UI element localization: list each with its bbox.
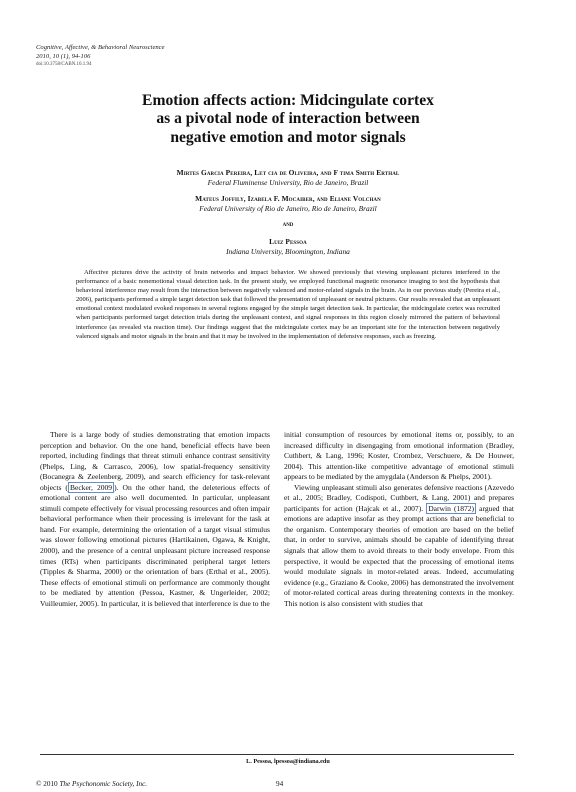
author-group-2: Mateus Joffily, Izabela F. Mocaiber, and Eliane Volchan [195, 194, 381, 204]
journal-doi: doi:10.3758/CABN.10.1.94 [36, 62, 92, 68]
title-line-2: as a pivotal node of interaction between [156, 110, 420, 128]
journal-header [36, 44, 165, 70]
journal-volume: 2010, 10 (1), 94-106 [36, 52, 91, 60]
journal-name: Cognitive, Affective, & Behavioral Neuroscience [36, 44, 165, 51]
affiliation-1: Federal Fluminense University, Rio de Janeiro, Brazil [207, 177, 369, 187]
body-paragraph [284, 483, 514, 610]
page-number: 94 [276, 780, 284, 788]
author-group-1: Mirtes Garcia Pereira, Let cia de Oliveira, and F tima Smith Erthal [176, 168, 400, 177]
correspondence-email: L. Pessoa, lpessoa@indiana.edu [246, 758, 330, 765]
copyright-year: © 2010 [36, 780, 58, 788]
author-and: and [282, 221, 294, 229]
title-line-3: negative emotion and motor signals [170, 128, 406, 146]
abstract: Affective pictures drive the activity of brain networks and impact behavior. We showed previously that viewing unpleasant pictures interfered in the performance of a basic nonemotional visual detection task. In the present study, we employed functional magnetic resonance imaging to test the hypothesis that behavioral interference may result from the interaction between negatively valenced and motor-related signals in the brain. As in our previous study (Pereira et al., 2006), participants performed a simple target detection task that followed the presentation of unpleasant or neutral pictures. Our results revealed that an unpleasant emotional context modulated evoked responses in several regions engaged by the simple target detection task. In particular, the midcingulate cortex was recruited when participants performed target detection trials during the unpleasant context, and signal responses in this region closely mirrored the pattern of behavioral interference (as revealed via reaction time). Our findings suggest that the midcingulate cortex may be an important site for the interaction between negatively valenced signals and motor signals in the brain and that it may be involved in the implementation of defensive responses, such as freezing. [76, 269, 500, 340]
title-line-1: Emotion affects action: Midcingulate cortex [142, 92, 434, 109]
paper-title [60, 92, 516, 147]
body-paragraph: initial consumption of resources by emotional items or, possibly, to an increased difficulty in disengaging from emotional information (Bradley, Cuthbert, & Lang, 1996; Koster, Crombez, Verschuere, & De Houwer, 2004). This attention-like competitive advantage of emotional stimuli appears to be mediated by the amygdala (Anderson & Phelps, 2001). [284, 430, 514, 482]
footnote-divider [40, 754, 514, 755]
citation-link[interactable]: Darwin (1872) [428, 503, 475, 513]
body-column-right [284, 430, 514, 609]
copyright-notice [36, 780, 147, 788]
body-text: ). On the other hand, the deleterious effects of emotional content are also well documented. In particular, unpleasant stimuli compete effectively for visual processing resources and often impair behavioral performance when their processing is irrelevant for the task at hand. For example, determining the orientation of a target visual stimulus was slower following emotional pictures (Hartikainen, Ogawa, & Knight, 2000), and the presence of a central unpleasant picture increased response times (RTs) when participants discriminated peripheral target letters (Tipples & Sharma, 2000) or the orientation of bars (Erthal et al., 2005). These effects of emotional stimuli on performance are commonly thought to be mediated by attention (Pessoa, Kastner, & Ungerleider, 2002; Vuilleumier, 2005). In particular, it is believed that interference is due to the [40, 482, 271, 608]
body-column-left [40, 430, 270, 609]
body-text: There is a large body of studies demonstrating that emotion impacts perception and behavior. On the one hand, beneficial effects have been reported, including findings that threat stimuli enhance contrast sensitivity (Phelps, Ling, & Carrasco, 2006), low spatial-frequency sensitivity (Bocanegra & Zeelenberg, 2009), and search efficiency for task-relevant objects ( [40, 430, 270, 492]
body-text: Viewing unpleasant stimuli also generates defensive reactions (Azevedo et al., 2005; Bradley, Codispoti, Cuthbert, & Lang, 2001) and prepares participants for action (Hajcak et al., 2007). [284, 482, 514, 513]
author-group-3: Luiz Pessoa [269, 236, 307, 246]
body-paragraph [40, 430, 270, 609]
affiliation-2: Federal University of Rio de Janeiro, Rio de Janeiro, Brazil [199, 203, 377, 213]
author-block [40, 168, 536, 256]
affiliation-3: Indiana University, Bloomington, Indiana [226, 246, 350, 256]
copyright-owner: The Psychonomic Society, Inc. [59, 780, 148, 788]
body-text: argued that emotions are adaptive insofar as they prompt actions that are beneficial to the organism. Contemporary theories of emotion are based on the belief that, in order to survive, animals should be capable of identifying threat signals that allow them to avoid threats to their body envelope. From this perspective, it would be expected that the processing of emotional items would modulate signals in motor-related areas. Indeed, accumulating evidence (e.g., Graziano & Cooke, 2006) has demonstrated the involvement of motor-related cortical areas during threatening contexts in the monkey. This notion is also consistent with studies that [284, 503, 514, 608]
citation-link[interactable]: Becker, 2009 [69, 482, 113, 492]
